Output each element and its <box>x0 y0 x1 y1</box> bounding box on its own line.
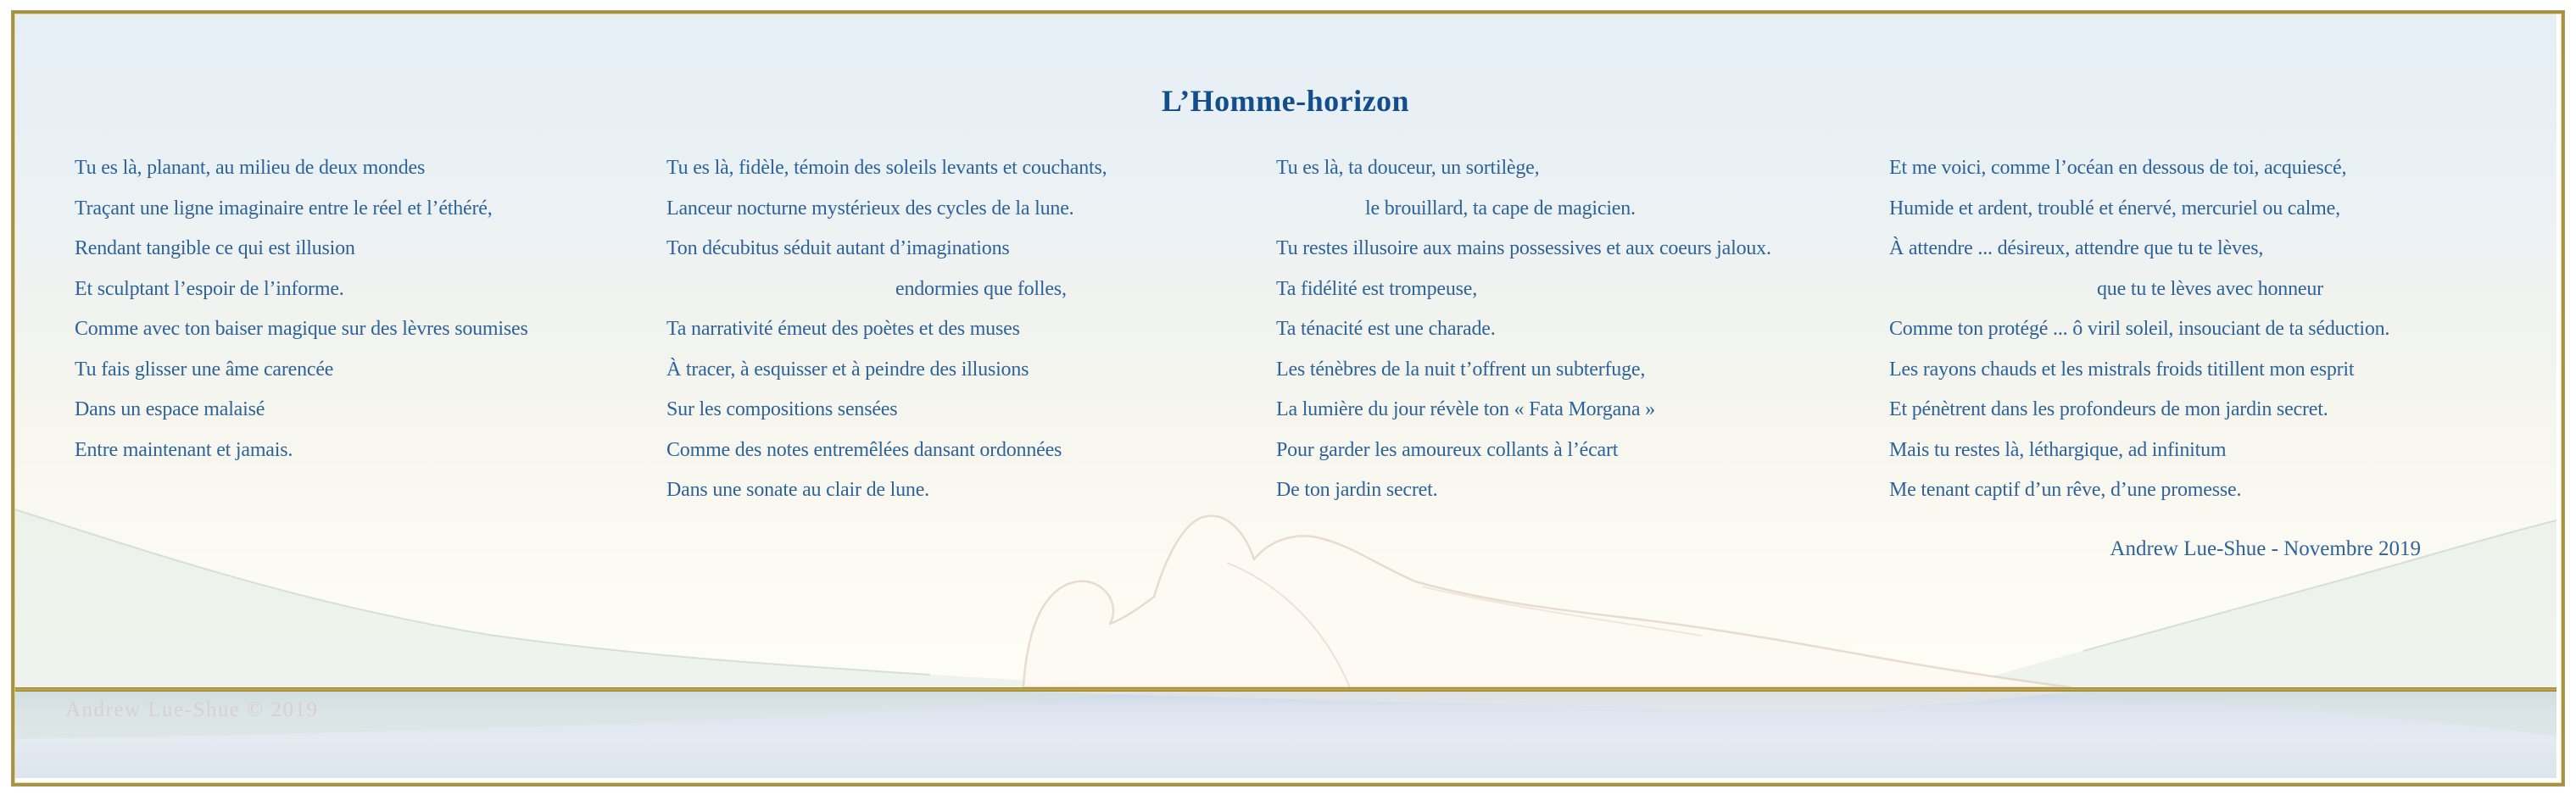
poem-line: Me tenant captif d’un rêve, d’une promesse. <box>1889 479 2242 501</box>
attribution: Andrew Lue-Shue - Novembre 2019 <box>2110 537 2421 560</box>
poem-line: Comme ton protégé ... ô viril soleil, insouciant de ta séduction. <box>1889 318 2390 340</box>
poem-line: Dans un espace malaisé <box>75 398 265 420</box>
poem-line: Et pénètrent dans les profondeurs de mon jardin secret. <box>1889 398 2328 420</box>
poem-line: que tu te lèves avec honneur <box>2097 277 2323 300</box>
poem-line: Ton décubitus séduit autant d’imaginations <box>666 237 1010 259</box>
poem-line: Rendant tangible ce qui est illusion <box>75 237 355 259</box>
poem-line: Tu es là, ta douceur, un sortilège, <box>1276 157 1540 179</box>
poem-line: Tu restes illusoire aux mains possessives et aux coeurs jaloux. <box>1276 237 1771 259</box>
poem-line: Pour garder les amoureux collants à l’écart <box>1276 438 1619 461</box>
poem-line: Sur les compositions sensées <box>666 398 898 420</box>
poem-line: Comme des notes entremêlées dansant ordonnées <box>666 438 1062 461</box>
poem-line: Les ténèbres de la nuit t’offrent un subterfuge, <box>1276 358 1646 381</box>
poem-line: Lanceur nocturne mystérieux des cycles de la lune. <box>666 197 1074 220</box>
poem-column-3 <box>1276 148 1771 511</box>
poem-line: La lumière du jour révèle ton « Fata Morgana » <box>1276 398 1655 420</box>
scene <box>14 14 2556 778</box>
poem-column-2 <box>666 148 1107 511</box>
poem-line: Et sculptant l’espoir de l’informe. <box>75 277 344 300</box>
poem-line: Tu es là, planant, au milieu de deux mondes <box>75 157 426 179</box>
poem-line: À attendre ... désireux, attendre que tu te lèves, <box>1889 237 2264 259</box>
poem-line: Les rayons chauds et les mistrals froids titillent mon esprit <box>1889 358 2355 381</box>
poem-line: Mais tu restes là, léthargique, ad infinitum <box>1889 438 2227 461</box>
poem-line: Entre maintenant et jamais. <box>75 438 293 461</box>
poem-line: Comme avec ton baiser magique sur des lèvres soumises <box>75 318 528 340</box>
reflection-watermark: Andrew Lue-Shue © 2019 <box>65 698 319 721</box>
poem <box>14 14 2556 778</box>
poem-line: À tracer, à esquisser et à peindre des illusions <box>666 358 1029 381</box>
poem-line: Tu es là, fidèle, témoin des soleils levants et couchants, <box>666 157 1107 179</box>
poem-title: L’Homme-horizon <box>1161 84 1410 118</box>
poem-line: Et me voici, comme l’océan en dessous de toi, acquiescé, <box>1889 157 2347 179</box>
poem-column-4 <box>1889 148 2389 511</box>
poem-line: Ta fidélité est trompeuse, <box>1276 277 1478 300</box>
poem-line: Ta ténacité est une charade. <box>1276 318 1496 340</box>
poem-line: Humide et ardent, troublé et énervé, mercuriel ou calme, <box>1889 197 2340 220</box>
poem-line: Dans une sonate au clair de lune. <box>666 479 929 501</box>
poem-line: Traçant une ligne imaginaire entre le réel et l’éthéré, <box>75 197 493 220</box>
poem-line: De ton jardin secret. <box>1276 479 1438 501</box>
poem-line: le brouillard, ta cape de magicien. <box>1365 197 1636 220</box>
poem-line: endormies que folles, <box>895 277 1067 300</box>
poem-line: Tu fais glisser une âme carencée <box>75 358 334 381</box>
poem-column-1 <box>75 148 528 470</box>
poem-line: Ta narrativité émeut des poètes et des muses <box>666 318 1020 340</box>
